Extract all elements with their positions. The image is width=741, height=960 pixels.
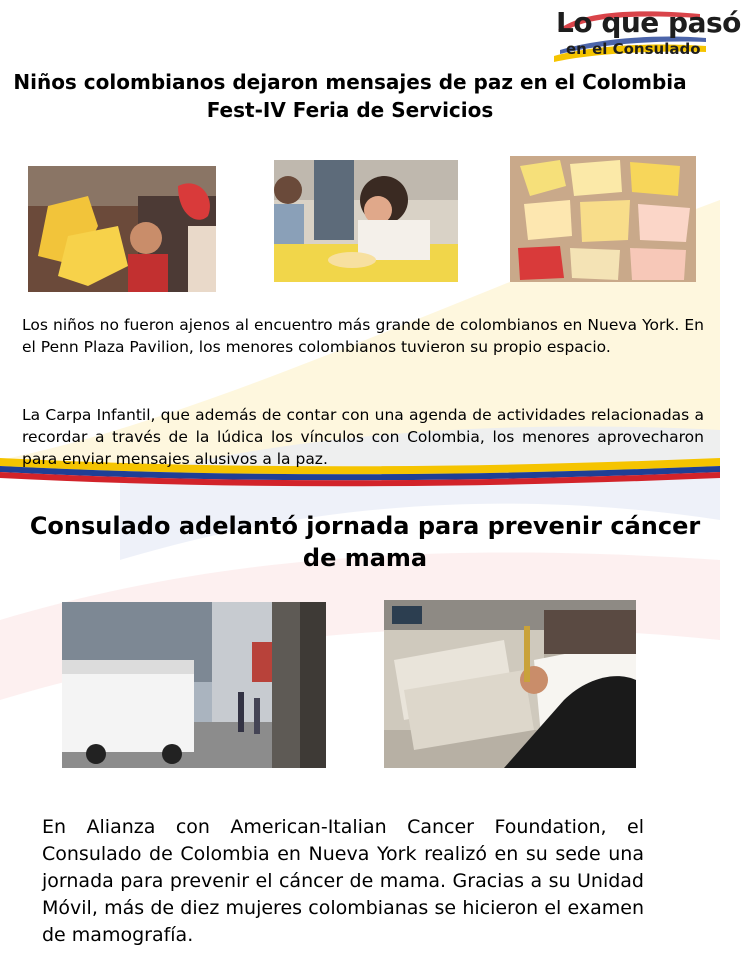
logo-title: Lo que pasó <box>556 6 741 39</box>
photo-women-filling-forms <box>384 600 636 768</box>
section2-title: Consulado adelantó jornada para prevenir cáncer de mama <box>29 512 701 572</box>
section1-paragraph-2: La Carpa Infantil, que además de contar con una agenda de actividades relacionadas a recordar a través de la lúdica los vínculos con Colombia, los menores aprovecharon para enviar mensajes alusivos a la paz. <box>22 406 704 468</box>
section1-title: Niños colombianos dejaron mensajes de paz en el Colombia Fest-IV Feria de Servicios <box>13 70 687 122</box>
photo-mobile-unit-street <box>62 602 326 768</box>
logo <box>550 6 741 62</box>
photo-kids-butterflies <box>28 166 216 292</box>
photo-child-painting <box>274 160 458 282</box>
logo-subtitle: en el Consulado <box>566 40 701 58</box>
section1-paragraph-1: Los niños no fueron ajenos al encuentro más grande de colombianos en Nueva York. En el Penn Plaza Pavilion, los menores colombianos tuvieron su propio espacio. <box>22 316 704 356</box>
section2-paragraph: En Alianza con American-Italian Cancer Foundation, el Consulado de Colombia en Nueva York realizó en su sede una jornada para prevenir el cáncer de mama. Gracias a su Unidad Móvil, más de diez mujeres colombianas se hicieron el examen de mamografía. <box>42 816 644 946</box>
photo-peace-messages <box>510 156 696 282</box>
